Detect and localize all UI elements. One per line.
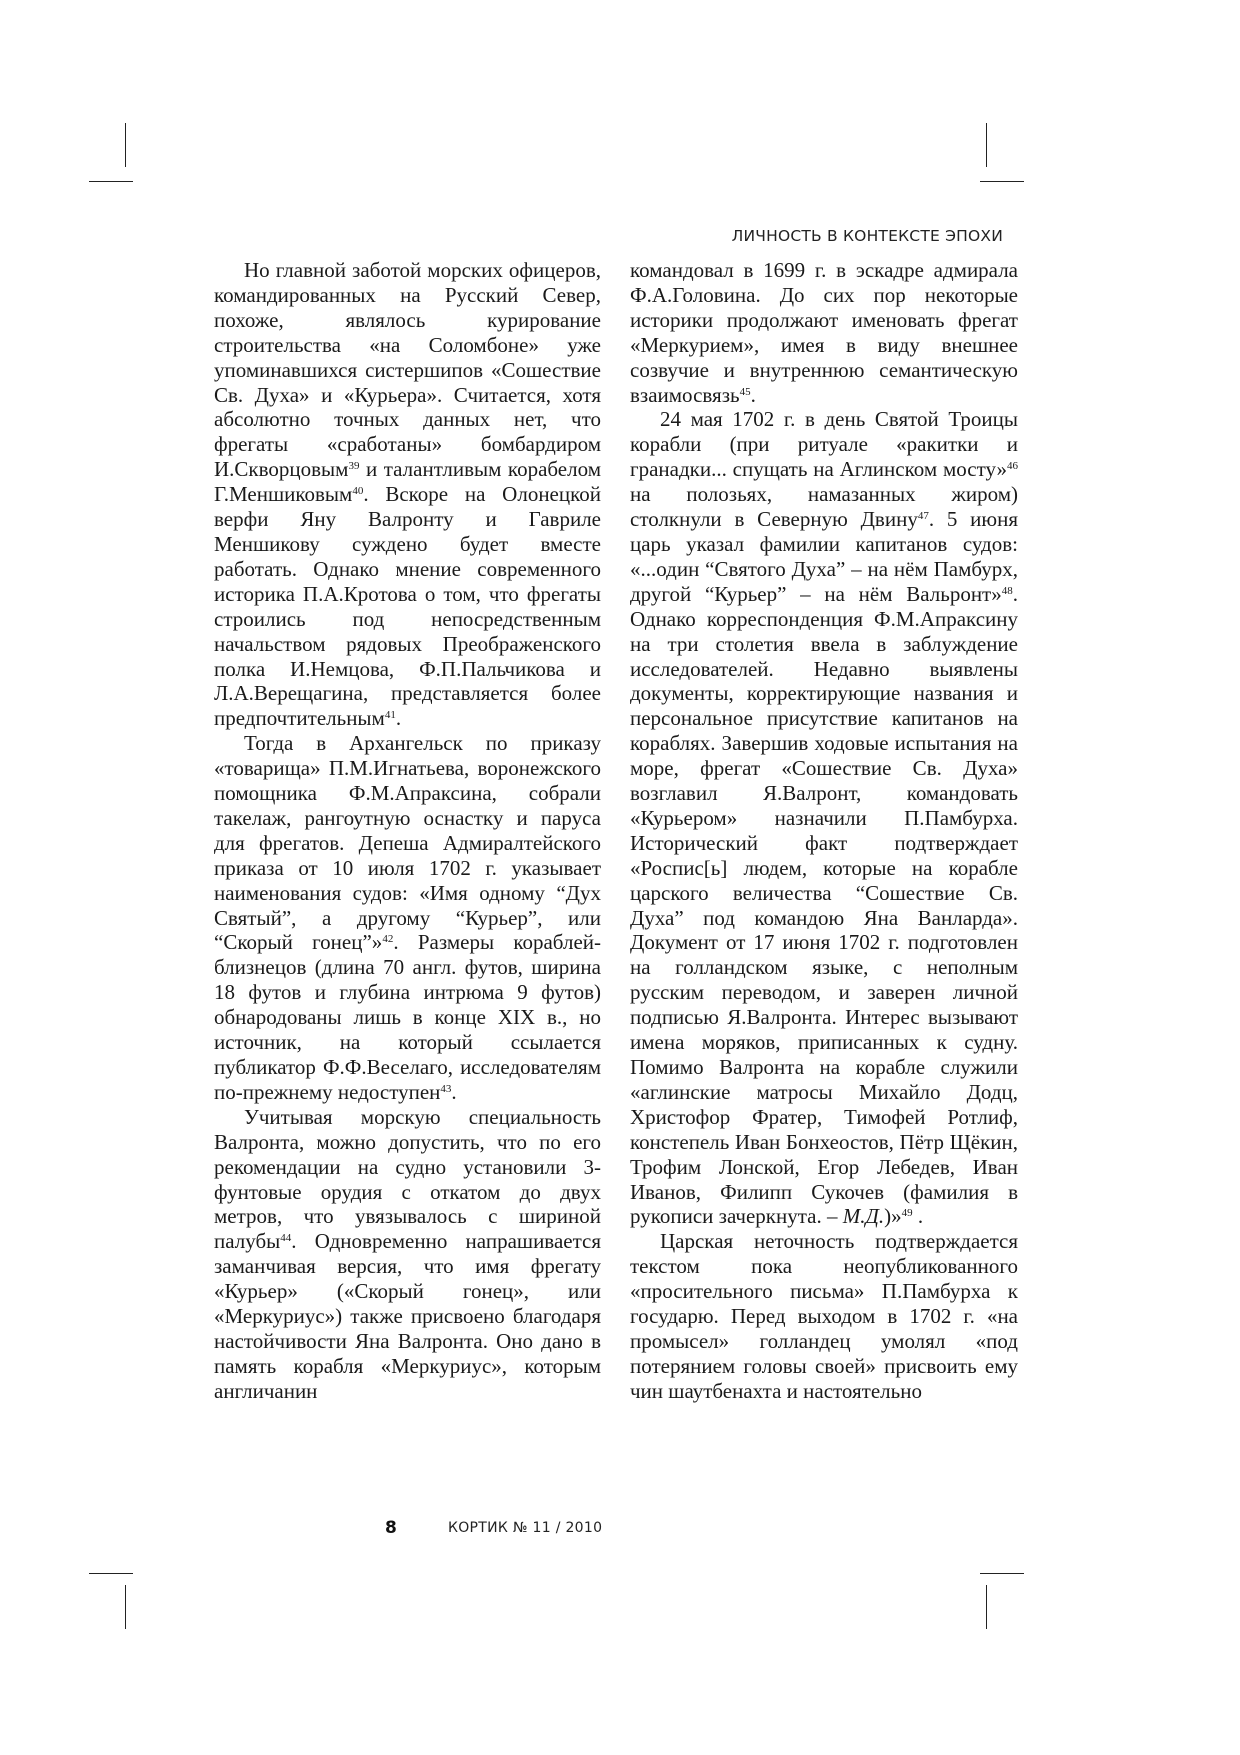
paragraph: Тогда в Архангельск по приказу «товарища» П.М.Игнатьева, воронежского помощника Ф.М.Апраксина, собрали такелаж, рангоутную оснастку и паруса для фрегатов. Депеша Адмиралтейского приказа от 10 июля 1702 г. указывает наименования судов: «Имя одному “Дух Святый”, а другому “Курьер”, или “Скорый гонец”»$^{42}$. Размеры кораблей-близнецов (длина 70 англ. футов, ширина 18 футов и глубина интрюма 9 футов) обнародованы лишь в конце XIX в., но источник, на который ссылается публикатор Ф.Ф.Веселаго, исследователям по-прежнему недоступен$^{43}$. <box>214 731 601 1104</box>
footnote-ref: 44 <box>280 1232 292 1245</box>
journal-footer: КОРТИК № 11 / 2010 <box>448 1520 603 1536</box>
footnote-ref: 41 <box>384 709 396 722</box>
paragraph: Но главной заботой морских офицеров, командированных на Русский Север, похоже, являлось курирование строительства «на Соломбоне» уже упоминавшихся систершипов «Сошествие Св. Духа» и «Курьера». Считается, хотя абсолютно точных данных нет, что фрегаты «сработаны» бомбардиром И.Скворцовым$^{39}$ и талантливым корабелом Г.Меншиковым$^{40}$. Вскоре на Олонецкой верфи Яну Валронту и Гавриле Меншикову суждено будет вместе работать. Однако мнение современного историка П.А.Кротова о том, что фрегаты строились под непосредственным начальством рядовых Преображенского полка И.Немцова, Ф.П.Пальчикова и Л.А.Верещагина, представляется более предпочтительным$^{41}$. <box>214 258 601 731</box>
running-head: ЛИЧНОСТЬ В КОНТЕКСТЕ ЭПОХИ <box>731 227 1003 245</box>
crop-mark-top-left-horizontal <box>89 181 133 182</box>
footnote-ref: 47 <box>917 510 929 523</box>
left-column <box>214 258 601 1404</box>
italic-initials: М.Д. <box>842 1204 885 1229</box>
footnote-ref: 39 <box>348 460 360 473</box>
crop-mark-bottom-right-vertical <box>986 1585 987 1629</box>
page-number: 8 <box>385 1518 397 1538</box>
crop-mark-bottom-left-horizontal <box>89 1573 133 1574</box>
footnote-ref: 46 <box>1007 460 1018 473</box>
crop-mark-top-right-vertical <box>986 123 987 167</box>
right-column <box>630 258 1018 1404</box>
crop-mark-top-left-vertical <box>125 123 126 167</box>
footnote-ref: 48 <box>1001 584 1013 597</box>
paragraph: Учитывая морскую специальность Валронта, можно допустить, что по его рекомендации на судно установили 3-фунтовые орудия с откатом до двух метров, что увязывалось с шириной палубы$^{44}$. Одновременно напрашивается заманчивая версия, что имя фрегату «Курьер» («Скорый гонец», или «Меркуриус») также присвоено благодаря настойчивости Яна Валронта. Оно дано в память корабля «Меркуриус», которым англичанин <box>214 1104 601 1403</box>
crop-mark-bottom-right-horizontal <box>980 1573 1024 1574</box>
footnote-ref: 49 <box>901 1207 913 1220</box>
footnote-ref: 45 <box>739 385 751 398</box>
footnote-ref: 42 <box>382 933 394 946</box>
crop-mark-bottom-left-vertical <box>125 1585 126 1629</box>
crop-mark-top-right-horizontal <box>980 181 1024 182</box>
paragraph: командовал в 1699 г. в эскадре адмирала Ф.А.Головина. До сих пор некоторые историки продолжают именовать фрегат «Меркурием», имея в виду внешнее созвучие и внутреннюю семантическую взаимосвязь$^{45}$. <box>630 258 1018 407</box>
paragraph: 24 мая 1702 г. в день Святой Троицы корабли (при ритуале «ракитки и гранадки... спущать на Аглинском мосту»$^{46}$ на полозьях, намазанных жиром) столкнули в Северную Двину$^{47}$. 5 июня царь указал фамилии капитанов судов: «...один “Святого Духа” – на нём Памбурх, другой “Курьер” – на нём Вальронт»$^{48}$. Однако корреспонденция Ф.М.Апраксину на три столетия ввела в заблуждение исследователей. Недавно выявлены документы, корректирующие названия и персональное присутствие капитанов на кораблях. Завершив ходовые испытания на море, фрегат «Сошествие Св. Духа» возглавил Я.Валронт, командовать «Курьером» назначили П.Памбурха. Исторический факт подтверждает «Роспис[ь] людем, которые на корабле царского величества “Сошествие Св. Духа” под командою Яна Ванларда». Документ от 17 июня 1702 г. подготовлен на голландском языке, с неполным русским переводом, и заверен личной подписью Я.Валронта. Интерес вызывают имена моряков, приписанных к судну. Помимо Валронта на корабле служили «аглинские матросы Михайло Додц, Христофор Фратер, Тимофей Ротлиф, констепель Иван Бонхеостов, Пётр Щёкин, Трофим Лонской, Егор Лебедев, Иван Иванов, Филипп Сукочев (фамилия в рукописи зачеркнута. – М.Д.)»$^{49}$ . <box>630 407 1019 1229</box>
footnote-ref: 43 <box>440 1082 452 1095</box>
footnote-ref: 40 <box>352 485 364 498</box>
paragraph: Царская неточность подтверждается текстом пока неопубликованного «просительного письма» П.Памбурха к государю. Перед выходом в 1702 г. «на промысел» голландец умолял «под потерянием головы своей» присвоить ему чин шаутбенахта и настоятельно <box>630 1229 1018 1403</box>
